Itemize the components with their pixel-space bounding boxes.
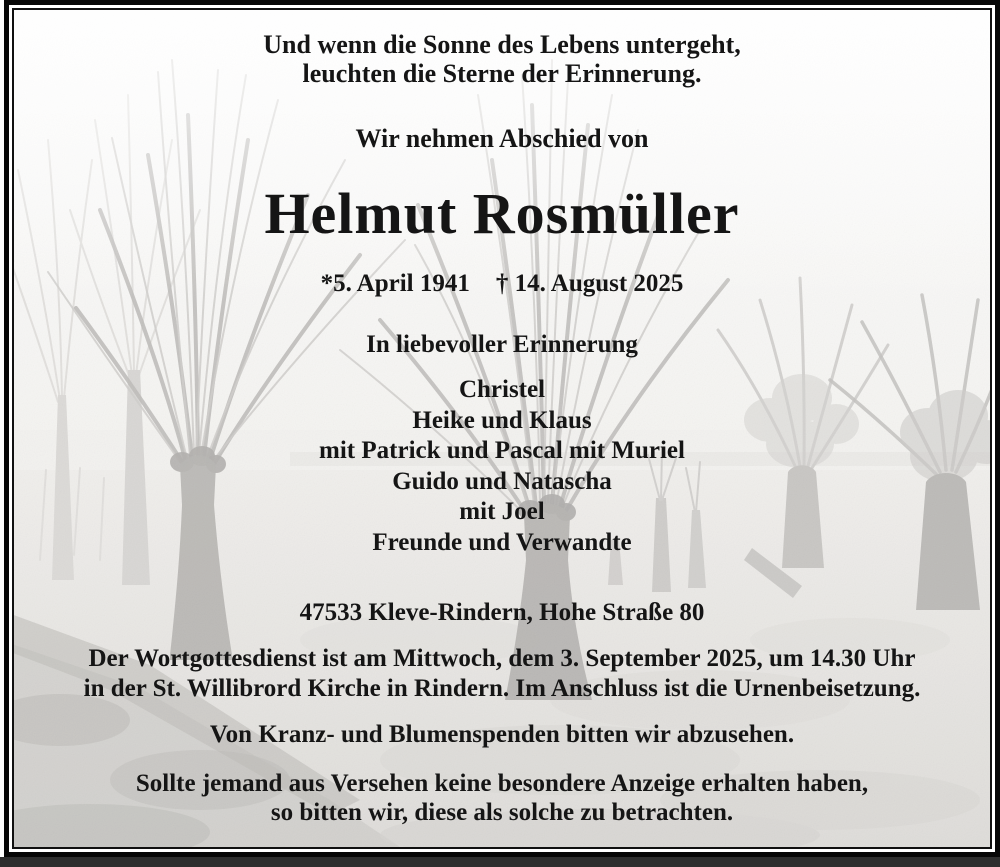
service-line1: Der Wortgottesdienst ist am Mittwoch, dem 3. September 2025, um 14.30 Uhr bbox=[88, 645, 916, 672]
outer-frame-border bbox=[4, 0, 1000, 857]
bottom-edge-strip bbox=[0, 857, 1000, 867]
mourner-line: Guido und Natascha bbox=[392, 467, 612, 495]
apology-line1: Sollte jemand aus Versehen keine besondere Anzeige erhalten haben, bbox=[135, 770, 869, 797]
service-line2: in der St. Willibrord Kirche in Rindern. Im Anschluss ist die Urnenbeisetzung. bbox=[83, 674, 921, 702]
mourner-line: mit Patrick und Pascal mit Muriel bbox=[319, 437, 685, 465]
frame-gap bbox=[9, 5, 995, 852]
birth-date: *5. April 1941 bbox=[320, 270, 470, 297]
service-info bbox=[14, 644, 990, 703]
address-line: 47533 Kleve-Rindern, Hohe Straße 80 bbox=[299, 599, 705, 626]
mourner-line: Freunde und Verwandte bbox=[372, 528, 632, 556]
mourner-line: Heike und Klaus bbox=[412, 406, 592, 434]
farewell-intro: Wir nehmen Abschied von bbox=[355, 124, 649, 153]
notice-area bbox=[12, 8, 992, 849]
deceased-name: Helmut Rosmüller bbox=[264, 181, 740, 246]
donations-note: Von Kranz- und Blumenspenden bitten wir abzusehen. bbox=[209, 721, 795, 748]
death-date: † 14. August 2025 bbox=[495, 270, 684, 297]
mourner-line: mit Joel bbox=[459, 498, 545, 526]
epigraph-line2: leuchten die Sterne der Erinnerung. bbox=[302, 59, 702, 88]
epigraph-line1: Und wenn die Sonne des Lebens untergeht, bbox=[263, 30, 741, 59]
mourners-list bbox=[14, 375, 990, 559]
remembrance-line: In liebevoller Erinnerung bbox=[366, 331, 638, 358]
mourner-line: Christel bbox=[458, 376, 546, 403]
life-dates bbox=[14, 270, 990, 298]
epigraph bbox=[14, 30, 990, 88]
apology-line2: so bitten wir, diese als solche zu betrachten. bbox=[270, 798, 734, 826]
apology-note bbox=[14, 770, 990, 827]
